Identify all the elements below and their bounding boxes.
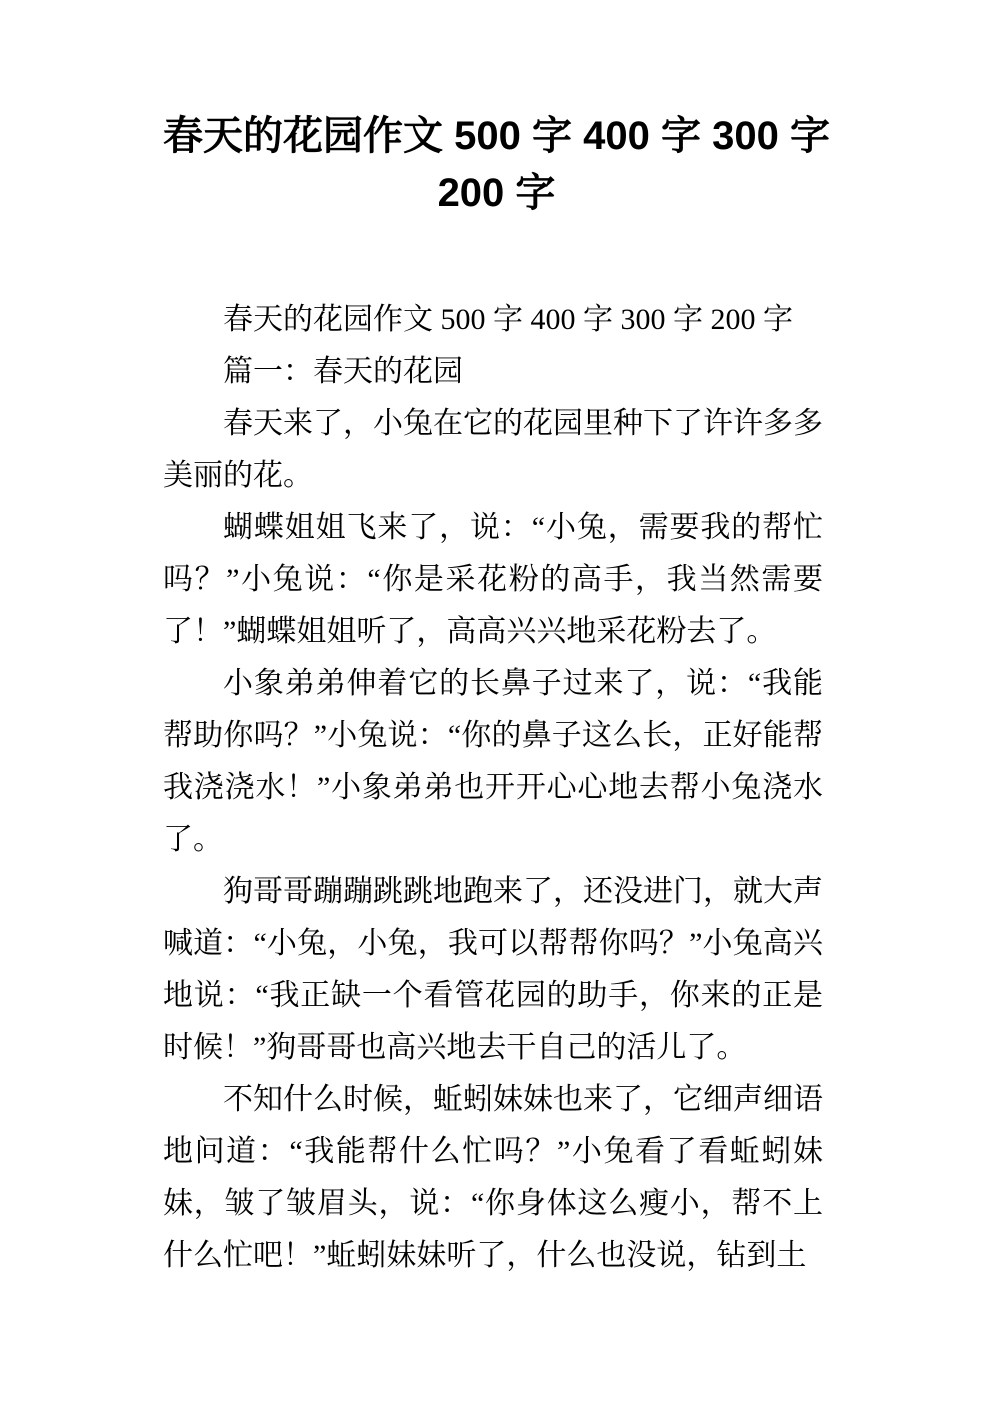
body-paragraph: 狗哥哥蹦蹦跳跳地跑来了，还没进门，就大声喊道：“小兔，小兔，我可以帮帮你吗？”小兔高兴地说：“我正缺一个看管花园的助手，你来的正是时候！”狗哥哥也高兴地去干自己的活儿了。 bbox=[163, 875, 823, 1064]
page-title bbox=[0, 0, 993, 222]
body-paragraph: 小象弟弟伸着它的长鼻子过来了，说：“我能帮助你吗？”小兔说：“你的鼻子这么长，正好能帮我浇浇水！”小象弟弟也开开心心地去帮小兔浇水了。 bbox=[163, 667, 823, 856]
page-title-line-1: 春天的花园作文 500 字 400 字 300 字 bbox=[163, 114, 830, 158]
paragraph-repeated-title: 春天的花园作文 500 字 400 字 300 字 200 字 bbox=[223, 303, 793, 336]
body-paragraph: 春天来了，小兔在它的花园里种下了许许多多美丽的花。 bbox=[163, 407, 823, 492]
body-paragraph-cutoff: 不知什么时候，蚯蚓妹妹也来了，它细声细语地问道：“我能帮什么忙吗？”小兔看了看蚯蚓妹妹，皱了皱眉头，说：“你身体这么瘦小，帮不上什么忙吧！”蚯蚓妹妹听了，什么也没说，钻到土 bbox=[163, 1083, 823, 1272]
paragraph-section-heading: 篇一：春天的花园 bbox=[223, 355, 463, 388]
document-body bbox=[163, 294, 823, 1282]
page-title-line-2: 200 字 bbox=[437, 171, 556, 215]
body-paragraph: 蝴蝶姐姐飞来了，说：“小兔，需要我的帮忙吗？”小兔说：“你是采花粉的高手，我当然需要了！”蝴蝶姐姐听了，高高兴兴地采花粉去了。 bbox=[163, 511, 823, 648]
